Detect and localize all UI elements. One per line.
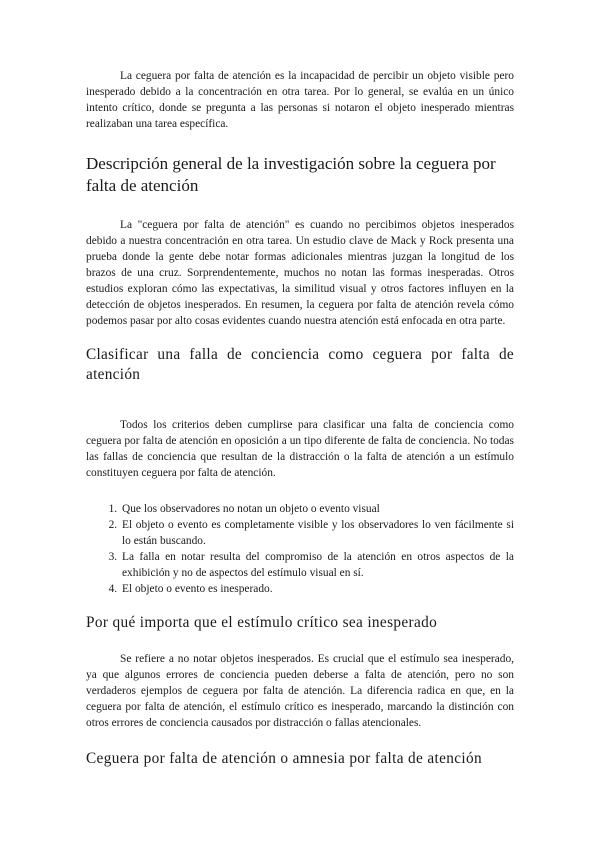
overview-paragraph: La "ceguera por falta de atención" es cuando no percibimos objetos inesperados debido a nuestra concentración en otra tarea. Un estudio clave de Mack y Rock presenta una prueba donde la gente debe notar formas adicionales mientras juzgan la longitud de los brazos de una cruz. Sorprendentemente, muchos no notan las formas inesperadas. Otros estudios exploran cómo las expectativas, la similitud visual y otros factores influyen en la detección de objetos inesperados. En resumen, la ceguera por falta de atención revela cómo podemos pasar por alto cosas evidentes cuando nuestra atención está enfocada en otra parte. [86,219,514,327]
section-heading-overview: Descripción general de la investigación sobre la ceguera por falta de atención [86,154,496,195]
section-heading-unexpected: Por qué importa que el estímulo crítico sea inesperado [86,614,438,631]
intro-paragraph: La ceguera por falta de atención es la incapacidad de percibir un objeto visible pero inesperado debido a la concentración en otra tarea. Por lo general, se evalúa en un único intento crítico, donde se pregunta a las personas si notaron el objeto inesperado mientras realizaban una tarea específica. [86,70,514,130]
list-item: 3. La falla en notar resulta del compromiso de la atención en otros aspectos de la exhibición y no de aspectos del estímulo visual en sí. [120,549,514,581]
list-item: 2. El objeto o evento es completamente visible y los observadores lo ven fácilmente si lo están buscando. [120,517,514,549]
section-heading-classify: Clasificar una falla de conciencia como ceguera por falta de atención [86,346,514,383]
classify-paragraph: Todos los criterios deben cumplirse para clasificar una falta de conciencia como ceguera por falta de atención en oposición a un tipo diferente de falta de conciencia. No todas las fallas de conciencia que resultan de la distracción o la falta de atención a un estímulo constituyen ceguera por falta de atención. [86,419,514,479]
list-item: 4. El objeto o evento es inesperado. [120,581,514,597]
section-heading-amnesia: Ceguera por falta de atención o amnesia por falta de atención [86,750,482,767]
unexpected-paragraph: Se refiere a no notar objetos inesperados. Es crucial que el estímulo sea inesperado, ya que algunos errores de conciencia pueden deberse a falta de atención, pero no son verdaderos ejemplos de ceguera por falta de atención. La diferencia radica en que, en la ceguera por falta de atención, el estímulo crítico es inesperado, marcando la distinción con otros errores de conciencia causados por distracción o fallas atencionales. [86,653,514,729]
document-page [86,68,514,769]
list-item: 1. Que los observadores no notan un objeto o evento visual [120,501,514,517]
criteria-list [86,501,514,597]
